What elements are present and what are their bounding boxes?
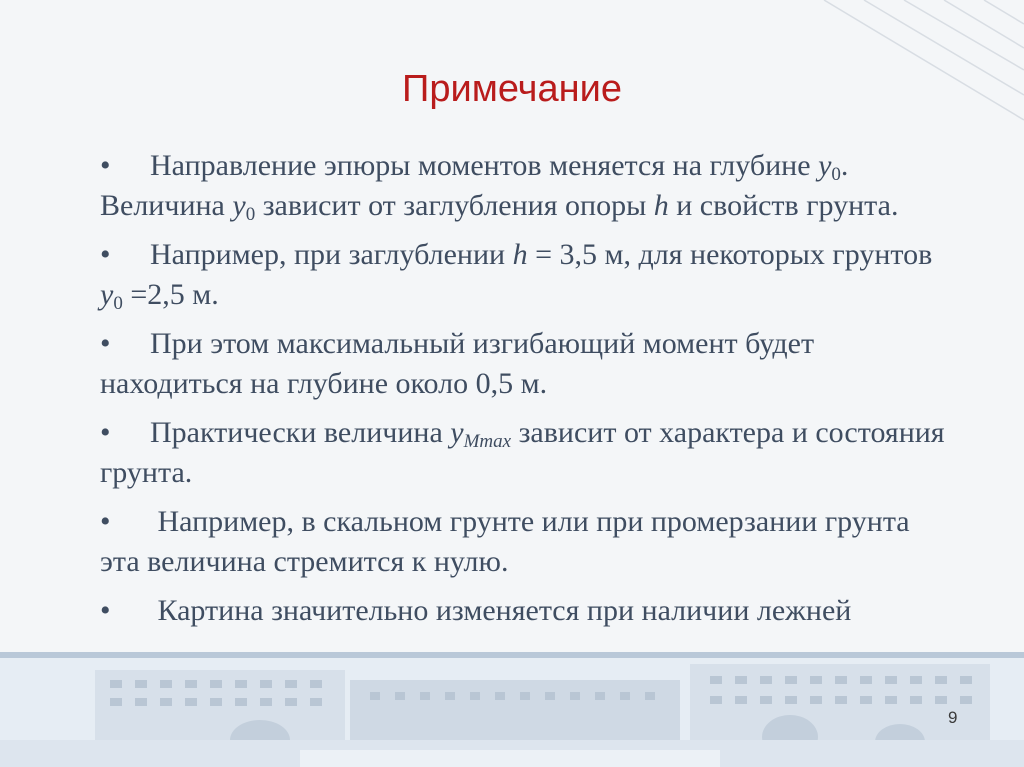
item-text: и свойств грунта. xyxy=(668,189,899,222)
item-text: Практически величина xyxy=(150,416,451,449)
variable: h xyxy=(512,238,528,271)
item-text: =2,5 м. xyxy=(122,278,219,311)
list-item xyxy=(100,324,950,404)
bullet: • xyxy=(100,238,111,271)
bullet: • xyxy=(100,594,111,627)
page-number: 9 xyxy=(948,708,958,727)
item-text: Например, при заглублении xyxy=(150,238,513,271)
slide-title: Примечание xyxy=(402,68,622,110)
subscript: Mmax xyxy=(463,431,512,452)
item-text: Направление эпюры моментов меняется на глубине xyxy=(150,149,819,182)
item-text: . Величина xyxy=(100,149,849,222)
list-item xyxy=(100,591,950,631)
variable: h xyxy=(653,189,669,222)
bullet-list xyxy=(100,146,950,640)
bullet: • xyxy=(100,327,111,360)
bullet: • xyxy=(100,416,111,449)
variable: y xyxy=(818,149,832,182)
list-item xyxy=(100,235,950,315)
item-text: зависит от характера и состояния грунта. xyxy=(100,416,945,489)
subscript: 0 xyxy=(245,204,256,225)
variable: y xyxy=(450,416,464,449)
item-text: При этом максимальный изгибающий момент будет находиться на глубине около 0,5 м. xyxy=(100,327,815,400)
subscript: 0 xyxy=(113,293,123,314)
variable: y xyxy=(232,189,246,222)
bullet: • xyxy=(100,505,111,538)
list-item xyxy=(100,413,950,493)
variable: y xyxy=(100,278,114,311)
item-text: зависит от заглубления опоры xyxy=(255,189,654,222)
list-item xyxy=(100,502,950,582)
item-text: Картина значительно изменяется при наличии лежней xyxy=(150,594,852,627)
list-item xyxy=(100,146,950,226)
subscript: 0 xyxy=(831,164,841,185)
item-text: Например, в скальном грунте или при промерзании грунта эта величина стремится к нулю. xyxy=(100,505,910,578)
bullet: • xyxy=(100,149,111,182)
building-background-image xyxy=(0,652,1024,767)
item-text: = 3,5 м, для некоторых грунтов xyxy=(527,238,933,271)
